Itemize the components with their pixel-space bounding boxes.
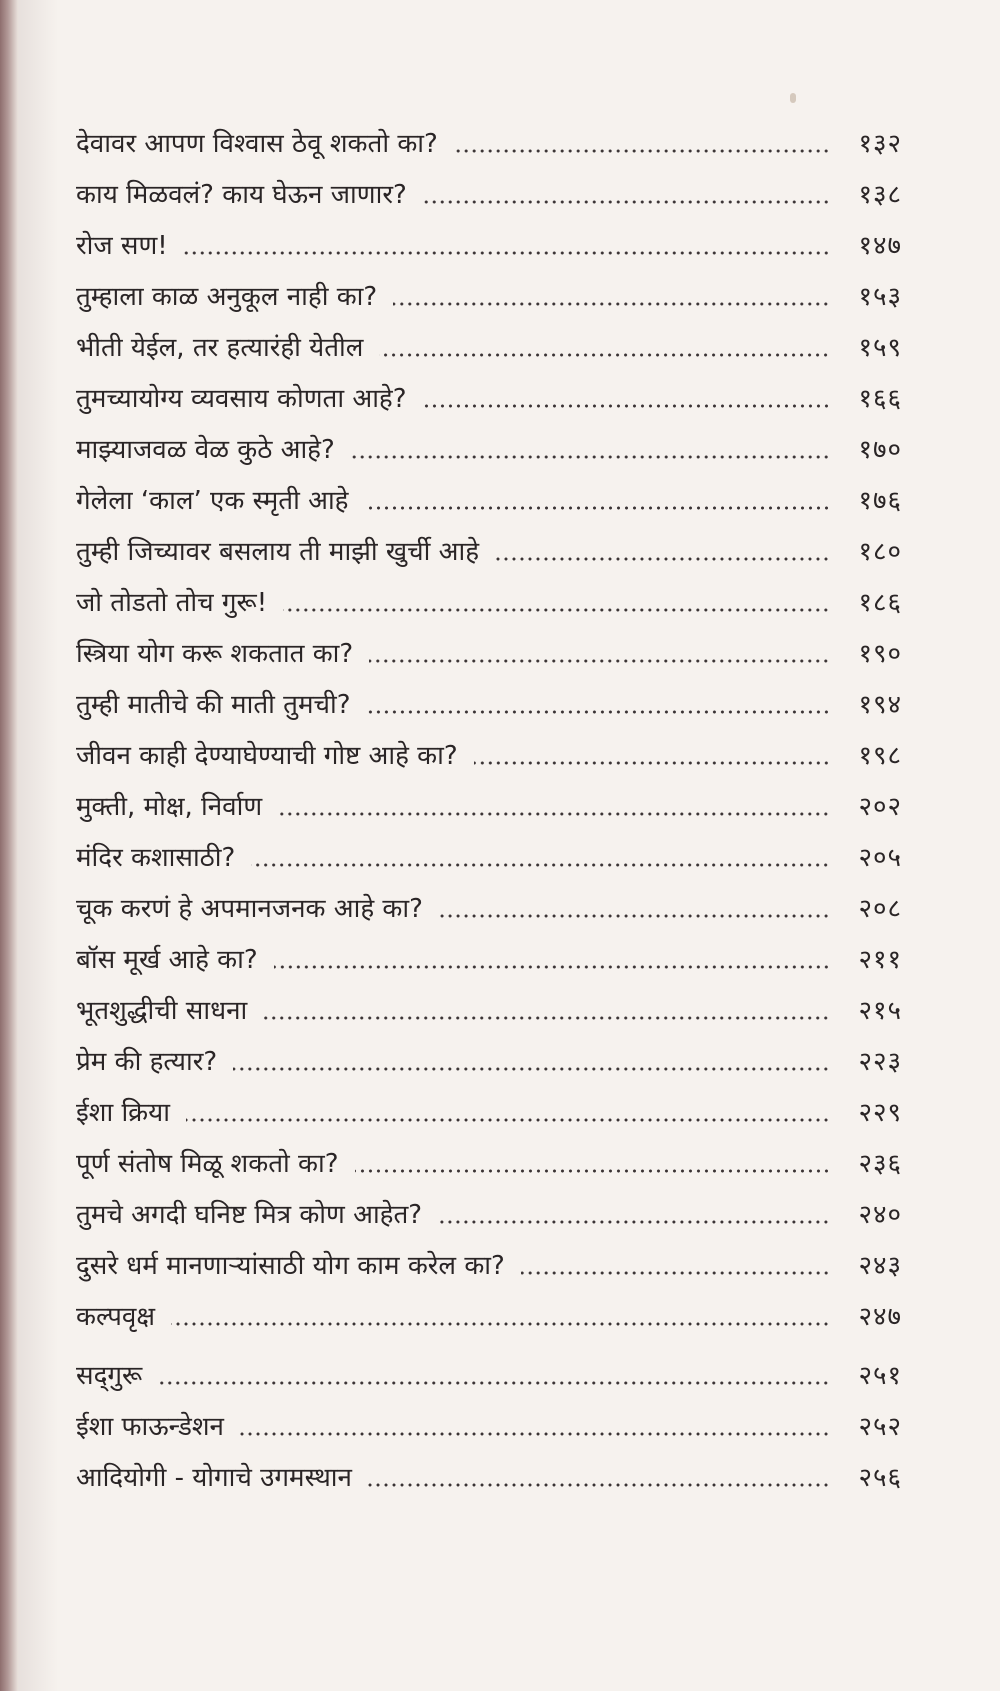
toc-entry[interactable] <box>76 1028 902 1079</box>
dot-leader <box>423 198 830 206</box>
toc-entry-page: १७० <box>858 435 902 465</box>
toc-entry-title: प्रेम की हत्यार? <box>76 1047 218 1077</box>
toc-entry-title: बॉस मूर्ख आहे का? <box>76 945 258 975</box>
toc-entry-title: कल्पवृक्ष <box>76 1302 155 1332</box>
toc-entry-title: दुसरे धर्म मानणाऱ्यांसाठी योग काम करेल का? <box>76 1251 505 1281</box>
toc-entry-title: भीती येईल, तर हत्यारंही येतील <box>76 333 364 363</box>
dot-leader <box>171 1320 830 1328</box>
toc-entry-page: १३२ <box>858 129 902 159</box>
dot-leader <box>274 963 830 971</box>
toc-entry[interactable] <box>76 110 902 161</box>
gutter-shade <box>18 0 58 1691</box>
page-edge-shadow <box>0 0 18 1691</box>
toc-entry[interactable] <box>76 161 902 212</box>
toc-entry-page: २०२ <box>858 792 902 822</box>
toc-entry[interactable] <box>76 620 902 671</box>
toc-entry-title: चूक करणं हे अपमानजनक आहे का? <box>76 894 423 924</box>
toc-entry-title: मुक्ती, मोक्ष, निर्वाण <box>76 792 263 822</box>
toc-entry-page: २४७ <box>858 1302 902 1332</box>
dot-leader <box>251 861 830 869</box>
toc-entry[interactable] <box>76 416 902 467</box>
dot-leader <box>283 606 830 614</box>
toc-entry[interactable] <box>76 1283 902 1334</box>
toc-entry-title: आदियोगी - योगाचे उगमस्थान <box>76 1463 352 1493</box>
toc-entry[interactable] <box>76 518 902 569</box>
toc-entry-page: २०८ <box>858 894 902 924</box>
dot-leader <box>393 300 830 308</box>
toc-entry[interactable] <box>76 467 902 518</box>
toc-entry[interactable] <box>76 671 902 722</box>
dot-leader <box>439 912 830 920</box>
toc-entry-page: २११ <box>858 945 902 975</box>
dot-leader <box>423 402 830 410</box>
toc-entry-title: ईशा फाऊन्डेशन <box>76 1412 224 1442</box>
toc-entry[interactable] <box>76 977 902 1028</box>
dot-leader <box>158 1379 830 1387</box>
dot-leader <box>379 351 830 359</box>
toc-entry[interactable] <box>76 1130 902 1181</box>
toc-entry-title: तुम्हाला काळ अनुकूल नाही का? <box>76 282 378 312</box>
toc-entry-title: गेलेला ‘काल’ एक स्मृती आहे <box>76 486 349 516</box>
dot-leader <box>454 147 830 155</box>
toc-entry-title: तुम्ही मातीचे की माती तुमची? <box>76 690 351 720</box>
toc-entry-page: २२९ <box>858 1098 902 1128</box>
toc-entry-page: १५३ <box>858 282 902 312</box>
toc-entry-page: २५१ <box>858 1361 902 1391</box>
toc-entry[interactable] <box>76 212 902 263</box>
toc-entry-page: १५९ <box>858 333 902 363</box>
toc-entry-title: देवावर आपण विश्वास ठेवू शकतो का? <box>76 129 438 159</box>
toc-entry-page: २२३ <box>858 1047 902 1077</box>
toc-entry-page: १६६ <box>858 384 902 414</box>
toc-entry-page: २०५ <box>858 843 902 873</box>
toc-entry-title: पूर्ण संतोष मिळू शकतो का? <box>76 1149 339 1179</box>
toc-entry-title: रोज सण! <box>76 231 168 261</box>
toc-entry[interactable] <box>76 263 902 314</box>
dot-leader <box>367 708 830 716</box>
toc-entry-page: २५२ <box>858 1412 902 1442</box>
toc-entry-title: माझ्याजवळ वेळ कुठे आहे? <box>76 435 335 465</box>
toc-entry-title: काय मिळवलं? काय घेऊन जाणार? <box>76 180 407 210</box>
dot-leader <box>186 1116 830 1124</box>
toc-entry-page: २४० <box>858 1200 902 1230</box>
dot-leader <box>240 1430 830 1438</box>
toc-entry-title: तुम्ही जिच्यावर बसलाय ती माझी खुर्ची आहे <box>76 537 480 567</box>
toc-entry-page: १९४ <box>858 690 902 720</box>
toc-entry[interactable] <box>76 926 902 977</box>
toc-entry[interactable] <box>76 1079 902 1130</box>
toc-entry[interactable] <box>76 365 902 416</box>
toc-entry-page: १८६ <box>858 588 902 618</box>
dot-leader <box>365 504 831 512</box>
toc-entry-title: जीवन काही देण्याघेण्याची गोष्ट आहे का? <box>76 741 458 771</box>
toc-entry[interactable] <box>76 569 902 620</box>
toc-entry[interactable] <box>76 722 902 773</box>
toc-entry-title: जो तोडतो तोच गुरू! <box>76 588 268 618</box>
dot-leader <box>355 1167 830 1175</box>
dot-leader <box>184 249 830 257</box>
toc-entry[interactable] <box>76 314 902 365</box>
toc-entry[interactable] <box>76 773 902 824</box>
dot-leader <box>263 1014 830 1022</box>
dot-leader <box>368 1481 830 1489</box>
toc-entry-page: २३६ <box>858 1149 902 1179</box>
toc-entry-title: तुमच्यायोग्य व्यवसाय कोणता आहे? <box>76 384 407 414</box>
toc-entry-page: २५६ <box>858 1463 902 1493</box>
toc-entry-page: १९८ <box>858 741 902 771</box>
toc-entry-title: स्त्रिया योग करू शकतात का? <box>76 639 354 669</box>
toc-entry[interactable] <box>76 1342 902 1393</box>
toc-entry[interactable] <box>76 1181 902 1232</box>
table-of-contents <box>76 110 902 1495</box>
toc-entry-title: तुमचे अगदी घनिष्ट मित्र कोण आहेत? <box>76 1200 423 1230</box>
dot-leader <box>351 453 830 461</box>
dot-leader <box>495 555 830 563</box>
toc-entry[interactable] <box>76 875 902 926</box>
toc-entry-page: २४३ <box>858 1251 902 1281</box>
toc-entry-page: १७६ <box>858 486 902 516</box>
toc-entry-title: भूतशुद्धीची साधना <box>76 996 248 1026</box>
dot-leader <box>233 1065 830 1073</box>
dot-leader <box>474 759 830 767</box>
toc-entry[interactable] <box>76 1232 902 1283</box>
dot-leader <box>438 1218 830 1226</box>
toc-entry-title: मंदिर कशासाठी? <box>76 843 236 873</box>
dot-leader <box>521 1269 830 1277</box>
toc-entry[interactable] <box>76 1444 902 1495</box>
toc-entry[interactable] <box>76 824 902 875</box>
dot-leader <box>369 657 830 665</box>
toc-entry-page: २१५ <box>858 996 902 1026</box>
toc-entry[interactable] <box>76 1393 902 1444</box>
toc-entry-page: १८० <box>858 537 902 567</box>
toc-entry-title: ईशा क्रिया <box>76 1098 170 1128</box>
toc-entry-page: १९० <box>858 639 902 669</box>
toc-entry-title: सद्‌गुरू <box>76 1361 143 1391</box>
dot-leader <box>278 810 830 818</box>
paper-speck <box>790 93 796 103</box>
toc-entry-page: १४७ <box>858 231 902 261</box>
toc-entry-page: १३८ <box>858 180 902 210</box>
